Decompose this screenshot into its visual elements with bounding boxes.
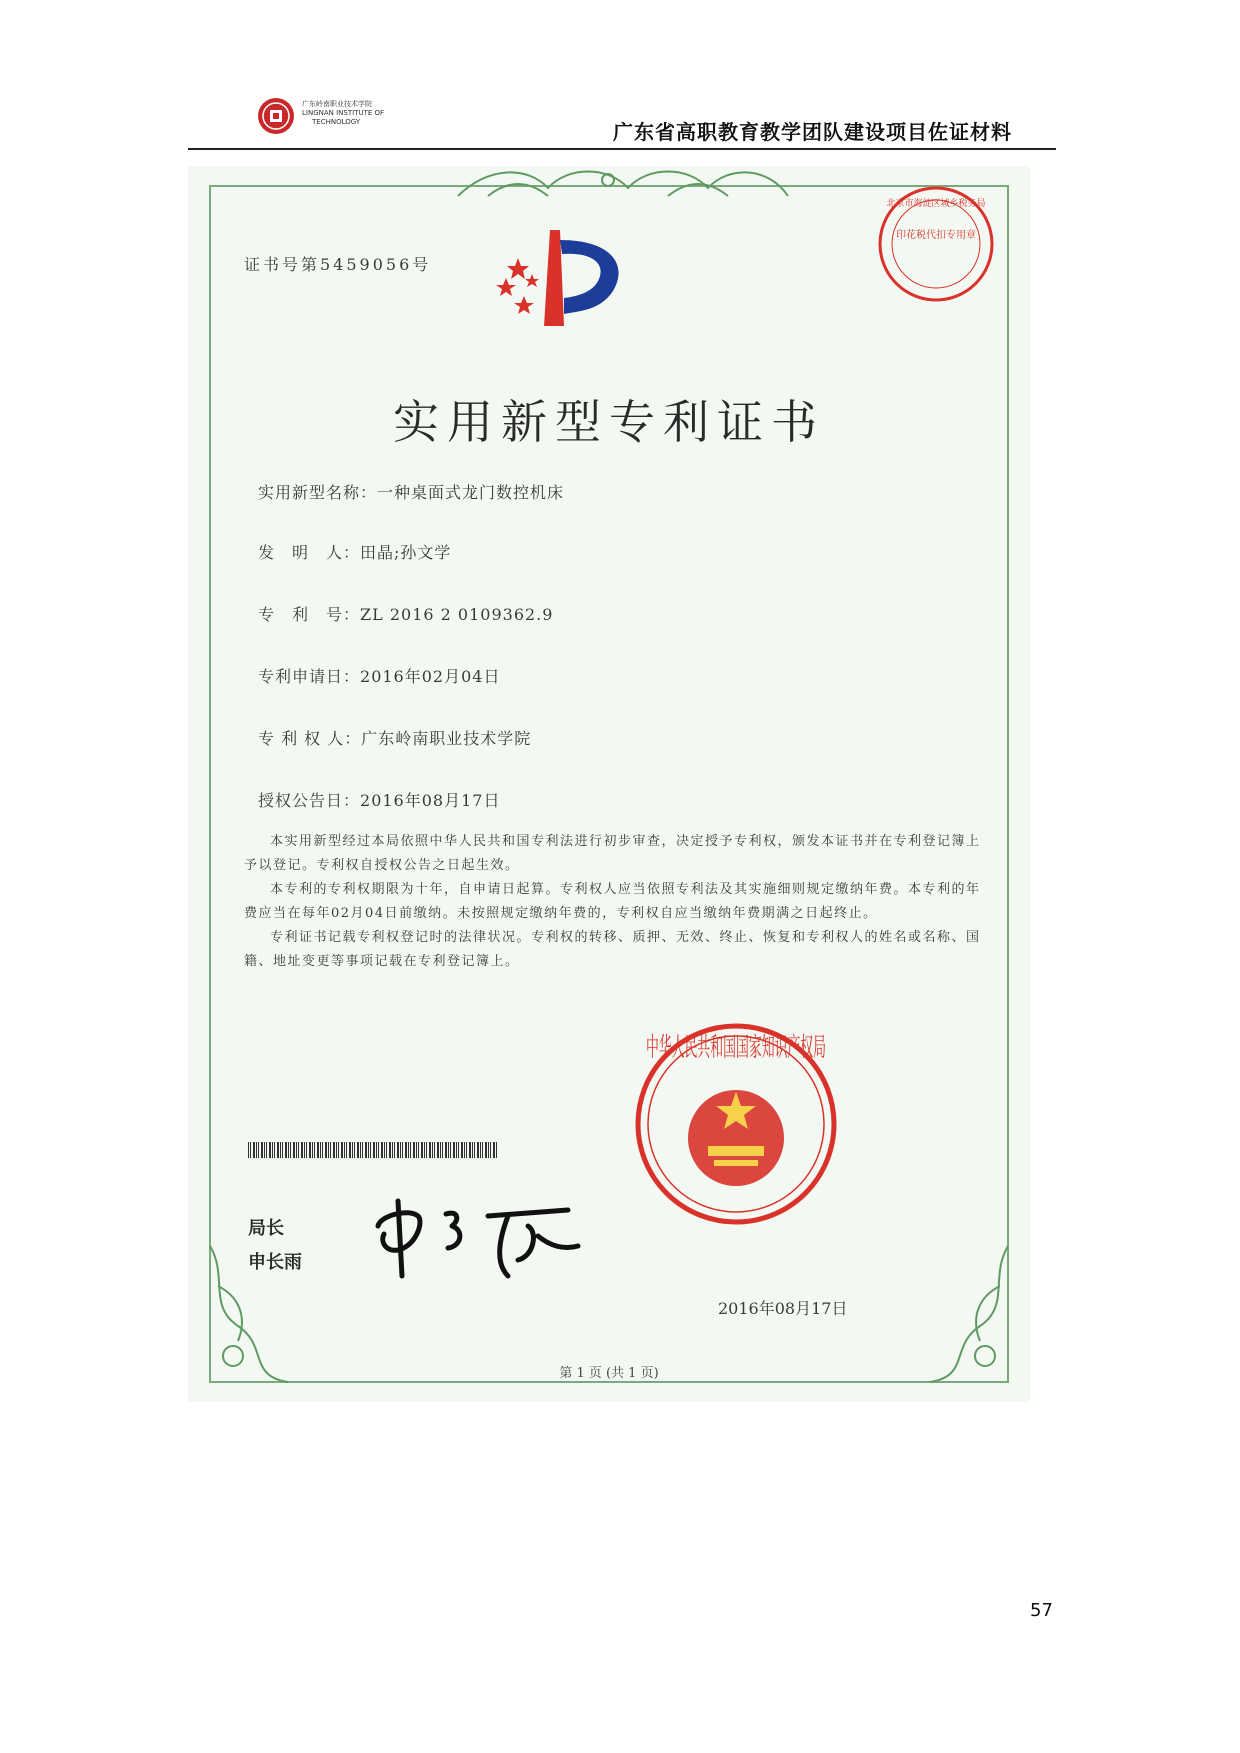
field-grant-date <box>258 788 500 811</box>
page-header <box>188 88 1056 150</box>
certificate-body-text <box>244 830 984 974</box>
body-paragraph: 本专利的专利权期限为十年，自申请日起算。专利权人应当依照专利法及其实施细则规定缴纳年费。本专利的年费应当在每年02月04日前缴纳。未按照规定缴纳年费的，专利权自应当缴纳年费期满之日起终止。 <box>244 882 981 921</box>
top-ornament-icon <box>458 172 788 197</box>
field-value: 广东岭南职业技术学院 <box>361 729 532 748</box>
certificate-number: 证书号第5459056号 <box>244 255 432 274</box>
field-utility-model-name <box>258 480 564 503</box>
tax-seal-icon <box>880 188 992 300</box>
patent-office-emblem-icon <box>496 230 619 326</box>
tax-seal-inner-text: 印花税代扣专用章 <box>896 230 976 241</box>
field-label: 授权公告日： <box>258 791 361 810</box>
field-application-date <box>258 664 500 687</box>
certificate-title: 实用新型专利证书 <box>393 395 825 449</box>
college-logo-text <box>302 100 384 127</box>
national-ip-seal-text: 中华人民共和国国家知识产权局 <box>646 1033 826 1063</box>
field-value: ZL 2016 2 0109362.9 <box>360 605 554 624</box>
director-title: 局长 <box>248 1218 284 1239</box>
certificate-ornament <box>188 166 1030 1402</box>
field-label: 发 明 人： <box>258 543 361 562</box>
field-value: 一种桌面式龙门数控机床 <box>377 483 565 502</box>
college-name-cn: 广东岭南职业技术学院 <box>302 100 372 108</box>
barcode <box>248 1142 498 1158</box>
director-name: 申长雨 <box>248 1252 302 1273</box>
field-label: 专 利 号： <box>258 605 361 624</box>
field-patentee <box>258 726 531 749</box>
field-value: 田晶;孙文学 <box>360 543 452 562</box>
body-paragraph: 本实用新型经过本局依照中华人民共和国专利法进行初步审查，决定授予专利权，颁发本证书并在专利登记簿上予以登记。专利权自授权公告之日起生效。 <box>244 834 981 873</box>
patent-certificate <box>188 166 1030 1402</box>
field-value: 2016年08月17日 <box>360 791 501 810</box>
college-name-en: LINGNAN INSTITUTE OF <box>302 109 385 117</box>
field-label: 实用新型名称： <box>258 483 378 502</box>
header-title: 广东省高职教育教学团队建设项目佐证材料 <box>613 120 1012 144</box>
director-signature <box>368 1186 598 1286</box>
seal-date: 2016年08月17日 <box>718 1299 848 1318</box>
field-label: 专利申请日： <box>258 667 361 686</box>
college-logo-icon <box>256 96 296 136</box>
field-value: 2016年02月04日 <box>360 667 501 686</box>
national-ip-seal-icon <box>638 1026 834 1222</box>
field-patent-number <box>258 602 553 625</box>
body-paragraph: 专利证书记载专利权登记时的法律状况。专利权的转移、质押、无效、终止、恢复和专利权人的姓名或名称、国籍、地址变更等事项记载在专利登记簿上。 <box>244 930 981 969</box>
tax-seal-ring-text: 北京市海淀区城乡税务局 <box>886 199 986 209</box>
field-label: 专 利 权 人： <box>258 729 362 748</box>
page-number: 57 <box>1030 1600 1053 1621</box>
certificate-page-footer: 第 1 页 (共 1 页) <box>559 1366 659 1381</box>
college-name-en-2: TECHNOLOGY <box>312 118 361 126</box>
field-inventor <box>258 540 451 563</box>
